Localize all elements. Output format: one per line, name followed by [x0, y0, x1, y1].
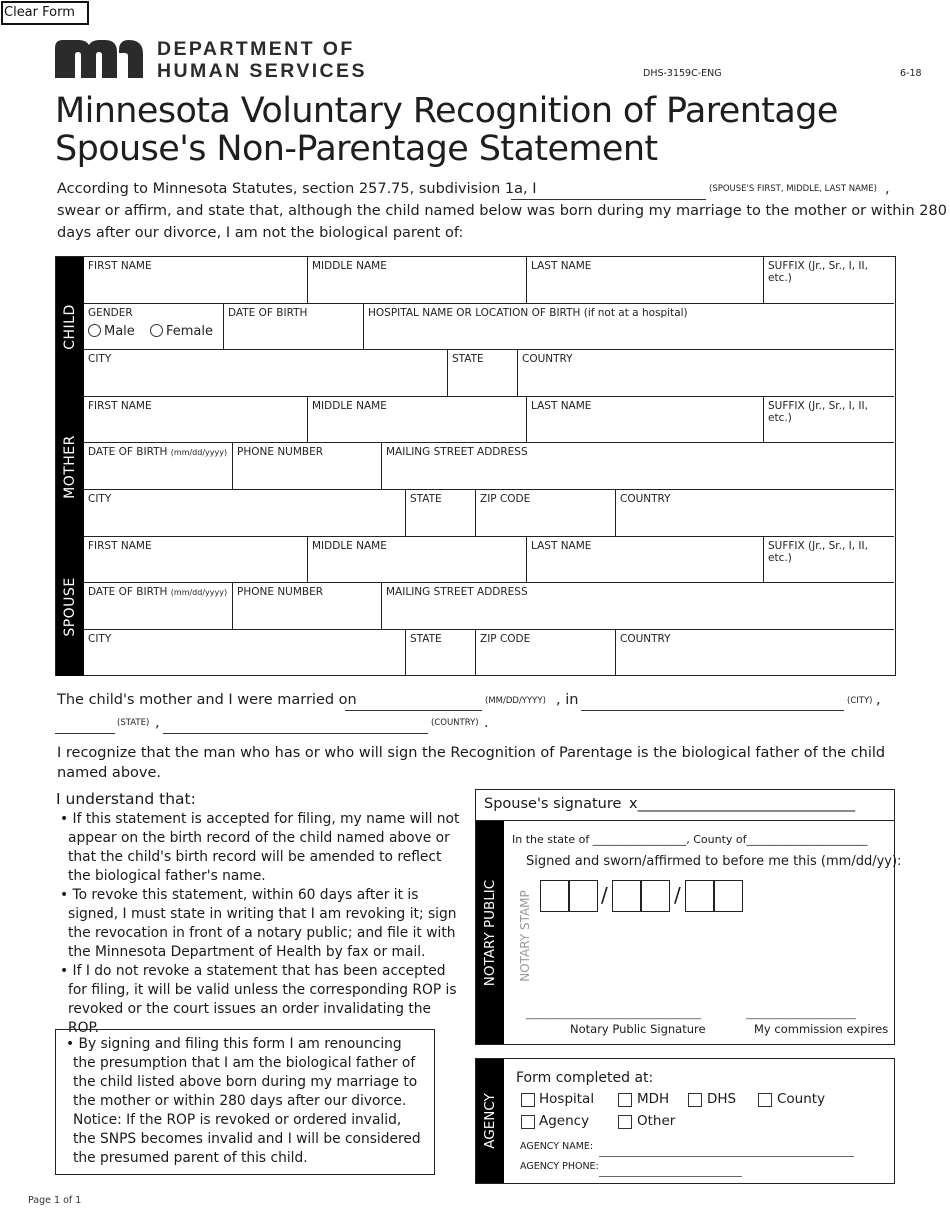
page-number: Page 1 of 1 [28, 1195, 82, 1206]
agency-phone-label: AGENCY PHONE: [520, 1161, 599, 1172]
form-id: DHS-3159C-ENG [643, 68, 722, 79]
agency-name-label: AGENCY NAME: [520, 1141, 594, 1152]
sworn-text: Signed and sworn/affirmed to before me this (mm/dd/yy): [526, 854, 902, 869]
completed-at-label: Form completed at: [516, 1070, 654, 1086]
spouse-middle-name-field[interactable]: MIDDLE NAME [308, 537, 527, 583]
mother-first-name-field[interactable]: FIRST NAME [84, 397, 308, 443]
agency-name-field[interactable] [599, 1156, 854, 1157]
marriage-comma: , [876, 692, 881, 708]
spouse-last-name-field[interactable]: LAST NAME [527, 537, 764, 583]
signature-label: Spouse's signature [484, 796, 622, 812]
date-box-m1[interactable] [540, 880, 569, 912]
hospital-label: Hospital [539, 1091, 595, 1107]
child-state-field[interactable]: STATE [448, 350, 518, 397]
marriage-country-field[interactable] [163, 733, 428, 734]
date-slash-1: / [601, 883, 608, 907]
intro-comma: , [885, 181, 890, 197]
bullet-2: • To revoke this statement, within 60 days after it is signed, I must state in writing that I am revoking it; sign the revocation in front of a notary public; and file it with the Minnesota Department of Health by fax or mail. [60, 887, 457, 960]
understand-title: I understand that: [56, 790, 196, 808]
spouse-zip-field[interactable]: ZIP CODE [476, 630, 616, 675]
spouse-dob-field[interactable]: DATE OF BIRTH (mm/dd/yyyy) [84, 583, 233, 630]
commission-rule[interactable]: ______________________ [746, 1009, 856, 1020]
agency-section [475, 1058, 895, 1184]
child-dob-field[interactable]: DATE OF BIRTH [224, 304, 364, 350]
child-hospital-field[interactable]: HOSPITAL NAME OR LOCATION OF BIRTH (if not at a hospital) [364, 304, 894, 350]
notary-state-county[interactable]: In the state of _________________, County of______________________ [512, 833, 868, 846]
spouse-name-hint: (SPOUSE'S FIRST, MIDDLE, LAST NAME) [709, 184, 877, 194]
county-checkbox[interactable] [758, 1093, 772, 1107]
child-last-name-field[interactable]: LAST NAME [527, 257, 764, 304]
notary-stamp-label: NOTARY STAMP [517, 890, 532, 982]
agency-phone-field[interactable] [599, 1176, 742, 1177]
spouse-first-name-field[interactable]: FIRST NAME [84, 537, 308, 583]
understand-bullets [60, 810, 460, 1038]
recognition-text: I recognize that the man who has or who will sign the Recognition of Parentage is the biological father of the child named above. [57, 745, 886, 781]
signature-line: x______________________________ [629, 796, 856, 812]
renounce-notice-text: • By signing and filing this form I am renouncing the presumption that I am the biological father of the child listed above born during my marriage to the mother or within 280 days after our divorce. Notice: If the ROP is revoked or ordered invalid, the SNPS becomes invalid and I will be considered the presumed parent of this child. [66, 1036, 421, 1166]
marriage-date-field[interactable] [345, 710, 482, 711]
date-box-y2[interactable] [714, 880, 743, 912]
other-label: Other [637, 1113, 676, 1129]
county-label: County [777, 1091, 826, 1107]
marriage-country-hint: (COUNTRY) [431, 718, 479, 728]
date-box-d1[interactable] [612, 880, 641, 912]
spouse-country-field[interactable]: COUNTRY [620, 633, 671, 645]
marriage-state-field[interactable] [55, 733, 115, 734]
intro-text-a: According to Minnesota Statutes, section 257.75, subdivision 1a, I [57, 181, 537, 197]
title-line-1: Minnesota Voluntary Recognition of Parentage [55, 91, 838, 131]
child-country-field[interactable]: COUNTRY [518, 350, 894, 397]
child-suffix-field[interactable]: SUFFIX (Jr., Sr., I, II, etc.) [764, 257, 894, 304]
mother-state-field[interactable]: STATE [406, 490, 476, 537]
intro-text-c: days after our divorce, I am not the biological parent of: [57, 225, 464, 241]
date-box-m2[interactable] [569, 880, 598, 912]
renounce-notice-box [55, 1029, 435, 1175]
title-line-2: Spouse's Non-Parentage Statement [55, 129, 658, 169]
notary-band: NOTARY PUBLIC [476, 821, 504, 1044]
spouse-signature-field[interactable] [476, 790, 894, 821]
notary-signature-label: Notary Public Signature [570, 1022, 706, 1036]
bullet-1: • If this statement is accepted for filing, my name will not appear on the birth record of the child named above or that the child's birth record will be amended to reflect the biological father's name. [60, 811, 460, 884]
dhs-logo-icon [55, 40, 143, 78]
marriage-period: . [484, 715, 489, 731]
intro-text-b: swear or affirm, and state that, although the child named below was born during my marriage to the mother or within 280 [57, 203, 947, 219]
child-middle-name-field[interactable]: MIDDLE NAME [308, 257, 527, 304]
mother-band: MOTHER [56, 397, 84, 537]
clear-form-button[interactable]: Clear Form [1, 1, 89, 25]
male-label: Male [104, 324, 135, 339]
parent-info-grid [55, 256, 896, 676]
male-radio[interactable] [88, 324, 101, 337]
form-date: 6-18 [900, 68, 922, 79]
agency-band: AGENCY [476, 1059, 504, 1183]
marriage-city-hint: (CITY) [847, 696, 873, 706]
child-gender-field: GENDER Male Female [84, 304, 224, 350]
spouse-city-field[interactable]: CITY [84, 630, 406, 675]
org-line-2: HUMAN SERVICES [157, 60, 367, 82]
dhs-checkbox[interactable] [688, 1093, 702, 1107]
date-box-y1[interactable] [685, 880, 714, 912]
spouse-band: SPOUSE [56, 537, 84, 676]
notary-section [475, 789, 902, 1045]
marriage-text: The child's mother and I were married on [57, 692, 357, 708]
date-slash-2: / [674, 883, 681, 907]
notary-sig-rule[interactable]: ___________________________________ [526, 1009, 701, 1020]
marriage-comma-2: , [155, 715, 160, 731]
hospital-checkbox[interactable] [521, 1093, 535, 1107]
mother-dob-field[interactable]: DATE OF BIRTH (mm/dd/yyyy) [84, 443, 233, 490]
spouse-state-field[interactable]: STATE [406, 630, 476, 675]
mdh-label: MDH [637, 1091, 670, 1107]
agency-label: Agency [539, 1113, 590, 1129]
marriage-date-hint: (MM/DD/YYYY) [485, 696, 546, 706]
child-band: CHILD [56, 257, 84, 397]
other-checkbox[interactable] [618, 1115, 632, 1129]
spouse-address-field[interactable]: MAILING STREET ADDRESS [382, 583, 894, 630]
bullet-3: • If I do not revoke a statement that has been accepted for filing, it will be valid unless the corresponding ROP is revoked or the court issues an order invalidating the ROP. [60, 963, 457, 1036]
mdh-checkbox[interactable] [618, 1093, 632, 1107]
spouse-phone-field[interactable]: PHONE NUMBER [233, 583, 382, 630]
female-label: Female [165, 324, 213, 339]
commission-label: My commission expires [754, 1022, 889, 1036]
date-box-d2[interactable] [641, 880, 670, 912]
agency-checkbox[interactable] [521, 1115, 535, 1129]
dhs-label: DHS [707, 1091, 737, 1107]
mother-city-field[interactable]: CITY [84, 490, 406, 537]
child-first-name-field[interactable]: FIRST NAME [84, 257, 308, 304]
mother-last-name-field[interactable]: LAST NAME [527, 397, 764, 443]
marriage-state-hint: (STATE) [117, 718, 150, 728]
mother-zip-field[interactable]: ZIP CODE [476, 490, 616, 537]
child-city-field[interactable]: CITY [84, 350, 448, 397]
female-radio[interactable] [150, 324, 163, 337]
spouse-suffix-field[interactable]: SUFFIX (Jr., Sr., I, II, etc.) [764, 537, 894, 583]
org-line-1: DEPARTMENT OF [157, 38, 355, 60]
org-name [157, 38, 367, 82]
mother-suffix-field[interactable]: SUFFIX (Jr., Sr., I, II, etc.) [764, 397, 894, 443]
page-title [55, 92, 838, 168]
mother-phone-field[interactable]: PHONE NUMBER [233, 443, 382, 490]
mother-address-field[interactable]: MAILING STREET ADDRESS [382, 443, 894, 490]
marriage-city-field[interactable] [581, 710, 844, 711]
mother-middle-name-field[interactable]: MIDDLE NAME [308, 397, 527, 443]
marriage-in: , in [556, 692, 579, 708]
mother-country-field[interactable]: COUNTRY [616, 490, 894, 537]
